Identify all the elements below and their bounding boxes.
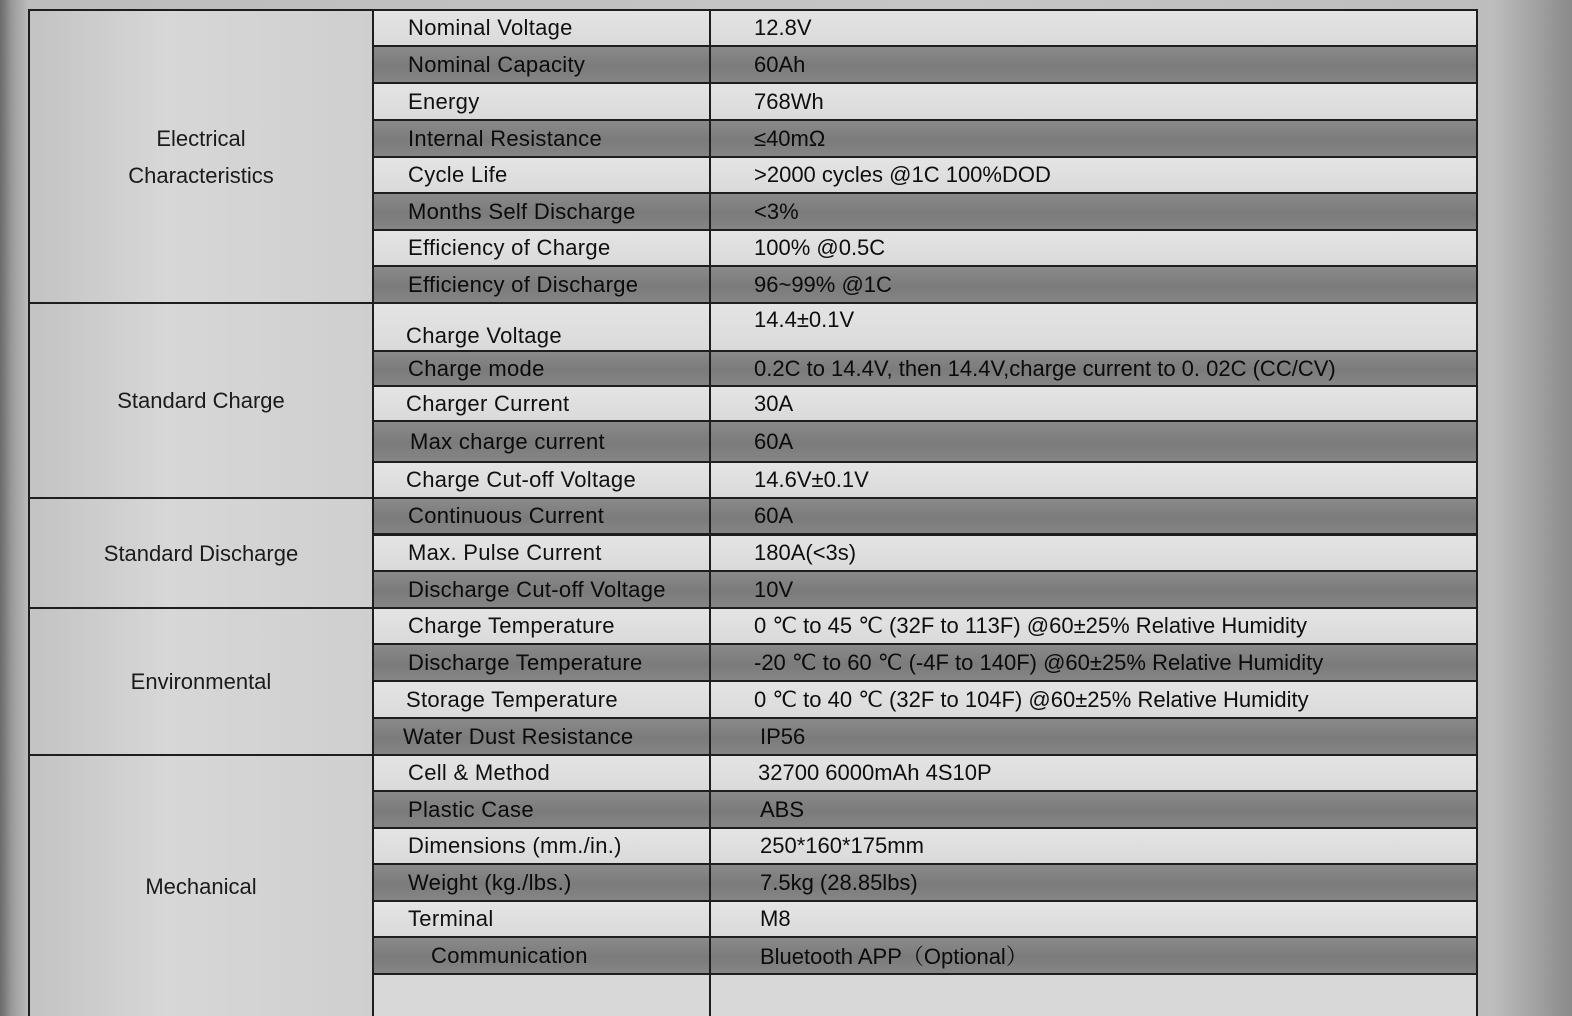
table-row [374,158,1476,192]
param-value: 0.2C to 14.4V, then 14.4V,charge current to 0. 02C (CC/CV) [754,355,1336,381]
param-value: 100% @0.5C [754,235,886,260]
row-divider [372,863,1478,865]
row-divider [372,936,1478,938]
table-row [374,84,1476,119]
row-divider [372,790,1478,792]
table-row [374,387,1476,420]
param-name: Plastic Case [408,796,534,822]
column-divider [1476,11,1478,1016]
group-label-standard-discharge [30,499,372,607]
param-name: Nominal Capacity [408,51,586,77]
table-row [374,463,1476,497]
group-label-standard-charge [30,304,372,497]
param-name: Continuous Current [408,503,605,528]
row-divider [372,156,1478,158]
table-row [374,422,1476,461]
param-value: 60A [754,503,794,528]
row-divider [372,973,1478,975]
param-value: 14.4±0.1V [754,307,855,332]
spec-table [28,9,1478,1016]
param-value: 96~99% @1C [754,271,892,297]
param-name: Cell & Method [408,760,551,785]
param-name: Max charge current [410,428,605,454]
table-row [374,682,1476,717]
table-row [374,121,1476,156]
table-row [374,756,1476,790]
table-row [374,645,1476,680]
param-name: Weight (kg./lbs.) [408,869,572,895]
group-label-line: Standard Charge [117,388,285,413]
param-name: Efficiency of Discharge [408,271,639,297]
row-divider [372,900,1478,902]
table-row [374,194,1476,229]
param-name: Months Self Discharge [408,198,636,224]
group-label-line: Environmental [130,669,272,694]
group-label-line: Mechanical [145,873,257,899]
param-value: 32700 6000mAh 4S10P [758,760,992,785]
param-value: 0 ℃ to 45 ℃ (32F to 113F) @60±25% Relative Humidity [754,613,1307,638]
param-name: Charge mode [408,355,545,381]
table-row [374,572,1476,607]
table-row [374,902,1476,936]
group-divider [30,607,1478,609]
param-name: Charge Voltage [406,323,562,348]
param-name: Discharge Cut-off Voltage [408,576,666,602]
group-divider [30,302,1478,304]
table-row [374,829,1476,863]
row-divider [372,420,1478,422]
row-divider [372,570,1478,572]
param-value: 10V [754,576,794,602]
table-row [374,47,1476,82]
param-value: Bluetooth APP（Optional） [760,944,1028,969]
param-name: Communication [431,942,588,968]
param-name: Efficiency of Charge [408,235,611,260]
param-name [408,975,708,1016]
group-label-line: Electrical [156,125,246,151]
param-name: Charge Cut-off Voltage [406,467,637,492]
table-row [374,536,1476,570]
param-value: -20 ℃ to 60 ℃ (-4F to 140F) @60±25% Relative Humidity [754,649,1324,675]
table-row [374,499,1476,533]
group-divider [30,754,1478,756]
param-value: 12.8V [754,15,812,40]
param-name: Max. Pulse Current [408,540,602,565]
table-row [374,267,1476,302]
param-value: 14.6V±0.1V [754,467,869,492]
param-value [754,975,1476,1016]
param-value: 180A(<3s) [754,540,857,565]
param-value: 250*160*175mm [760,833,924,858]
column-divider [372,11,374,1016]
row-divider [372,827,1478,829]
param-name: Charger Current [406,390,570,416]
group-label-environmental [30,609,372,754]
column-divider [709,11,711,1016]
row-divider [372,680,1478,682]
row-divider [372,385,1478,387]
param-value: ≤40mΩ [754,125,826,151]
param-value: 60A [754,428,794,454]
table-row-empty [374,975,1476,1016]
param-name: Discharge Temperature [408,649,643,675]
table-row [374,304,1476,350]
table-row [374,719,1476,754]
row-divider [372,717,1478,719]
table-row [374,352,1476,385]
param-name: Internal Resistance [408,125,603,151]
table-row [374,865,1476,900]
param-name: Charge Temperature [408,613,615,638]
table-row [374,609,1476,643]
table-row [374,792,1476,827]
group-label-mechanical [30,756,372,1016]
row-divider [372,45,1478,47]
table-row [374,231,1476,265]
row-divider [372,643,1478,645]
param-name: Water Dust Resistance [403,723,634,749]
param-name: Nominal Voltage [408,15,573,40]
row-divider [372,229,1478,231]
param-name: Terminal [408,906,494,931]
param-value: M8 [760,906,791,931]
row-divider [372,461,1478,463]
param-value: <3% [754,198,799,224]
row-divider [372,119,1478,121]
param-value: 768Wh [754,88,824,114]
param-value: 60Ah [754,51,806,77]
group-divider [30,497,1478,499]
row-divider [372,192,1478,194]
table-row [374,11,1476,45]
param-name: Energy [408,88,480,114]
param-value: 7.5kg (28.85lbs) [760,869,918,895]
table-row [374,938,1476,973]
param-name: Dimensions (mm./in.) [408,833,622,858]
param-value: 0 ℃ to 40 ℃ (32F to 104F) @60±25% Relative Humidity [754,686,1309,712]
param-value: IP56 [760,723,806,749]
param-value: ABS [760,796,805,822]
param-name: Storage Temperature [406,686,618,712]
param-value: 30A [754,390,794,416]
row-divider [372,82,1478,84]
row-divider [372,350,1478,352]
row-divider [372,533,1478,536]
param-value: >2000 cycles @1C 100%DOD [754,162,1051,187]
group-label-line: Standard Discharge [103,540,299,566]
group-label-line: Characteristics [128,162,274,188]
row-divider [372,265,1478,267]
param-name: Cycle Life [408,162,508,187]
group-label-electrical [30,11,372,302]
